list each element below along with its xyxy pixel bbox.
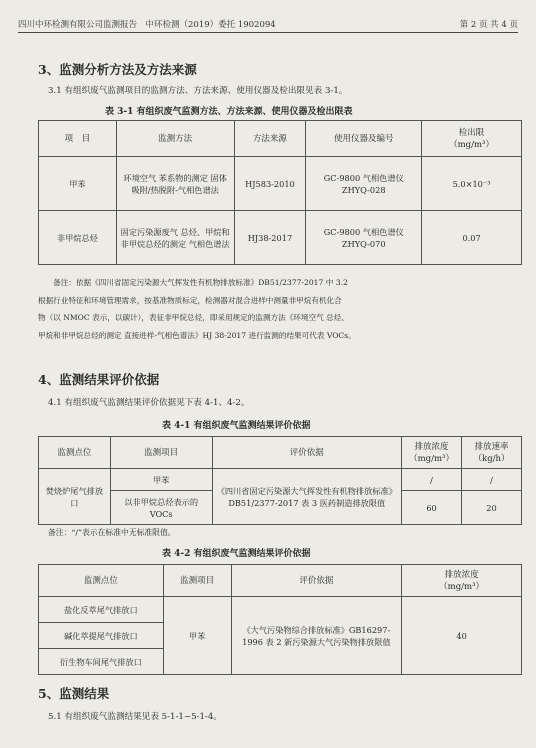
section-3-heading: 3、监测分析方法及方法来源 — [38, 62, 197, 77]
col-header: 排放浓度 （mg/m³） — [402, 437, 462, 469]
section-5-intro: 5.1 有组织废气监测结果见表 5-1-1~5-1-4。 — [48, 712, 222, 722]
table-3-1 — [38, 120, 522, 265]
cell-point: 衍生物车间尾气排放口 — [39, 649, 164, 675]
table-4-1-note: 备注：“/”表示在标准中无标准限值。 — [48, 528, 176, 537]
col-header: 监测方法 — [116, 121, 234, 157]
cell-limit: 0.07 — [422, 211, 522, 265]
cell-rate: 20 — [462, 491, 522, 525]
col-header: 评价依据 — [231, 565, 402, 597]
section-3-intro: 3.1 有组织废气监测项目的监测方法、方法来源、使用仪器及检出限见表 3-1。 — [48, 86, 348, 96]
cell-instrument: GC-9800 气相色谱仪 ZHYQ-070 — [306, 211, 422, 265]
cell-rate: / — [462, 469, 522, 491]
table-4-2 — [38, 564, 522, 675]
table-row — [39, 157, 522, 211]
col-header: 排放速率 （kg/h） — [462, 437, 522, 469]
table-header-row — [39, 565, 522, 597]
table-4-2-caption: 表 4-2 有组织废气监测结果评价依据 — [162, 549, 311, 559]
table-row — [39, 597, 522, 623]
cell-item: 非甲烷总烃 — [39, 211, 117, 265]
table-header-row — [39, 437, 522, 469]
header-rule — [18, 32, 518, 33]
table-row — [39, 469, 522, 491]
cell-concentration: 60 — [402, 491, 462, 525]
cell-source: HJ38-2017 — [234, 211, 306, 265]
table-3-1-caption: 表 3-1 有组织废气监测方法、方法来源、使用仪器及检出限表 — [105, 107, 353, 117]
cell-item: 甲苯 — [110, 469, 212, 491]
cell-item: 甲苯 — [163, 597, 231, 675]
cell-concentration: 40 — [402, 597, 522, 675]
cell-source: HJ583-2010 — [234, 157, 306, 211]
col-header: 监测项目 — [163, 565, 231, 597]
col-header: 监测点位 — [39, 437, 111, 469]
col-header: 监测项目 — [110, 437, 212, 469]
col-header: 项 目 — [39, 121, 117, 157]
note-line: 根据行业特征和环境管理需求，按基准物质标定，检测器对混合进样中测量非甲烷有机化合 — [38, 295, 342, 305]
section-4-heading: 4、监测结果评价依据 — [38, 372, 160, 387]
cell-method: 环境空气 苯系物的测定 固体吸附/热脱附-气相色谱法 — [116, 157, 234, 211]
cell-point: 焚烧炉尾气排放口 — [39, 469, 111, 525]
col-header: 评价依据 — [212, 437, 402, 469]
table-4-1-caption: 表 4-1 有组织废气监测结果评价依据 — [162, 421, 311, 431]
cell-basis: 《四川省固定污染源大气挥发性有机物排放标准》DB51/2377-2017 表 3 医药制造排放限值 — [212, 469, 402, 525]
cell-concentration: / — [402, 469, 462, 491]
table-row — [39, 211, 522, 265]
cell-item: 甲苯 — [39, 157, 117, 211]
cell-limit: 5.0×10⁻³ — [422, 157, 522, 211]
cell-item: 以非甲烷总烃表示的 VOCs — [110, 491, 212, 525]
section-4-intro: 4.1 有组织废气监测结果评价依据见下表 4-1、4-2。 — [48, 398, 250, 408]
cell-method: 固定污染源废气 总烃、甲烷和非甲烷总烃的测定 气相色谱法 — [116, 211, 234, 265]
table-4-1 — [38, 436, 522, 525]
table-3-1-note — [38, 274, 522, 344]
col-header: 监测点位 — [39, 565, 164, 597]
note-line: 物（以 NMOC 表示，以碳计），表征非甲烷总烃，即采用规定的监测方法《环境空气 总烃、 — [38, 313, 349, 322]
col-header: 方法来源 — [234, 121, 306, 157]
col-header: 使用仪器及编号 — [306, 121, 422, 157]
cell-instrument: GC-9800 气相色谱仪 ZHYQ-028 — [306, 157, 422, 211]
col-header: 检出限 （mg/m³） — [422, 121, 522, 157]
cell-basis: 《大气污染物综合排放标准》GB16297-1996 表 2 新污染源大气污染物排放限值 — [231, 597, 402, 675]
note-line: 甲烷和非甲烷总烃的测定 直接进样-气相色谱法》HJ 38-2017 进行监测的结果可代表 VOCs。 — [38, 330, 356, 340]
cell-point: 盐化反萃尾气排放口 — [39, 597, 164, 623]
header-page-number: 第 2 页 共 4 页 — [459, 20, 518, 30]
col-header: 排放浓度 （mg/m³） — [402, 565, 522, 597]
section-5-heading: 5、监测结果 — [38, 686, 110, 701]
header-company: 四川中环检测有限公司监测报告 中环检测（2019）委托 1902094 — [18, 20, 276, 30]
cell-point: 碱化萃提尾气排放口 — [39, 623, 164, 649]
note-line: 备注：依据《四川省固定污染源大气挥发性有机物排放标准》DB51/2377-2017 中 3.2 — [38, 278, 348, 287]
table-header-row — [39, 121, 522, 157]
